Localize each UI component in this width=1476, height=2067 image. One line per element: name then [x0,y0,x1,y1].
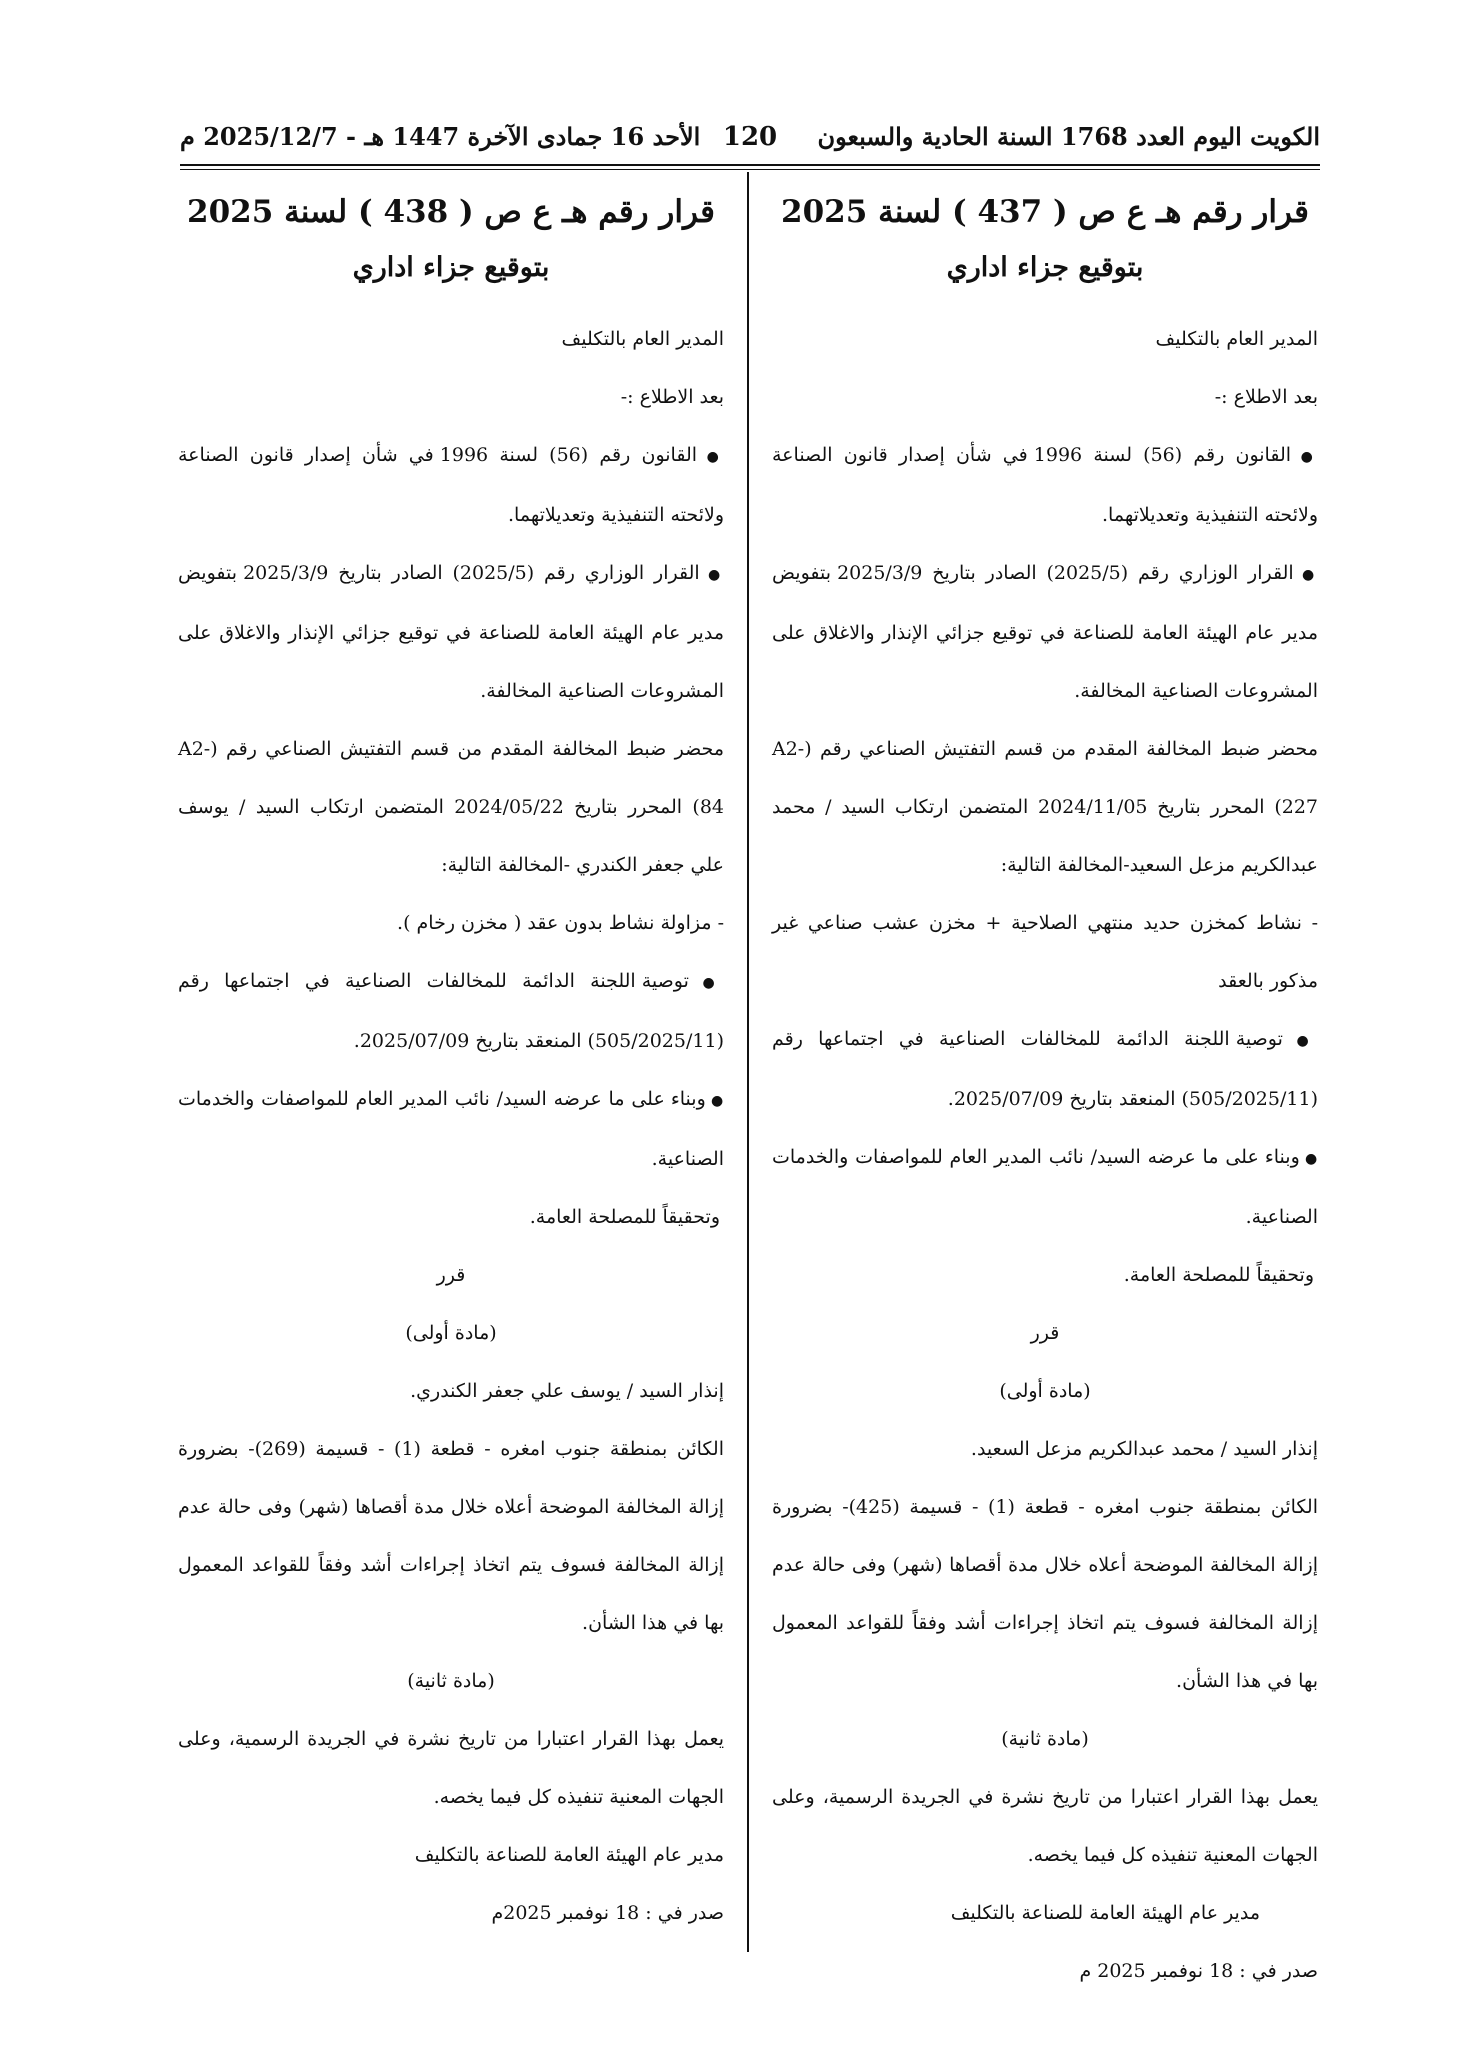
article-two-heading: (مادة ثانية) [1001,1728,1089,1750]
recital-deputy: ● وبناء على ما عرضه السيد/ نائب المدير العام للمواصفات والخدمات الصناعية. [772,1128,1318,1246]
violation-detail: - نشاط كمخزن حديد منتهي الصلاحية + مخزن عشب صناعي غير مذكور بالعقد [772,912,1318,992]
recital-public-interest: وتحقيقاً للمصلحة العامة. [529,1206,720,1228]
article-one-body: الكائن بمنطقة جنوب امغره - قطعة (1) - قسيمة (269)- بضرورة إزالة المخالفة الموضحة أعلاه خلال مدة أقصاها (شهر) وفى حالة عدم إزالة المخالفة فسوف يتم اتخاذ إجراءات أشد وفقاً للقواعد المعمول بها في هذا الشأن. [178,1438,724,1634]
issue-date: صدر في : 18 نوفمبر 2025م [491,1902,724,1924]
article-one-heading: (مادة أولى) [405,1322,497,1344]
preamble: بعد الاطلاع :- [1214,386,1318,408]
recital-public-interest: وتحقيقاً للمصلحة العامة. [1123,1264,1314,1286]
issuer: المدير العام بالتكليف [561,328,724,350]
warning-statement: إنذار السيد / محمد عبدالكريم مزعل السعيد. [970,1438,1318,1460]
recital-committee: ● توصية اللجنة الدائمة للمخالفات الصناعية في اجتماعها رقم (505/2025/11) المنعقد بتاريخ 2025/07/09. [178,952,724,1070]
recital-ministerial-decision: ● القرار الوزاري رقم (2025/5) الصادر بتاريخ 2025/3/9 بتفويض مدير عام الهيئة العامة للصناعة في توقيع جزائي الإنذار والاغلاق على المشروعات الصناعية المخالفة. [772,544,1318,720]
article-two-heading: (مادة ثانية) [407,1670,495,1692]
decision-title: قرار رقم هـ ع ص ( 437 ) لسنة 2025 [781,194,1309,230]
recital-law: ● القانون رقم (56) لسنة 1996 في شأن إصدار قانون الصناعة ولائحته التنفيذية وتعديلاتهما. [772,426,1318,544]
header-rule-thin [180,169,1320,170]
decision-438-column [178,176,724,1942]
recital-violation-report: محضر ضبط المخالفة المقدم من قسم التفتيش الصناعي رقم (A2-84) المحرر بتاريخ 2024/05/22 المتضمن ارتكاب السيد / يوسف علي جعفر الكندري -المخالفة التالية: [178,738,725,876]
recital-violation-report: محضر ضبط المخالفة المقدم من قسم التفتيش الصناعي رقم (A2-227) المحرر بتاريخ 2024/11/05 المتضمن ارتكاب السيد / محمد عبدالكريم مزعل السعيد-المخالفة التالية: [772,738,1319,876]
column-divider [747,172,749,1952]
article-two-body: يعمل بهذا القرار اعتبارا من تاريخ نشرة في الجريدة الرسمية، وعلى الجهات المعنية تنفيذه كل فيما يخصه. [178,1728,724,1808]
article-one-heading: (مادة أولى) [999,1380,1091,1402]
signatory: مدير عام الهيئة العامة للصناعة بالتكليف [414,1844,724,1866]
header-date: الأحد 16 جمادى الآخرة 1447 هـ - 2025/12/7 م [180,122,701,151]
decided-heading: قرر [1030,1322,1060,1344]
issuer: المدير العام بالتكليف [1155,328,1318,350]
decision-437-column [772,176,1318,2000]
page-header [180,118,1320,164]
recital-committee: ● توصية اللجنة الدائمة للمخالفات الصناعية في اجتماعها رقم (505/2025/11) المنعقد بتاريخ 2025/07/09. [772,1010,1318,1128]
recital-law: ● القانون رقم (56) لسنة 1996 في شأن إصدار قانون الصناعة ولائحته التنفيذية وتعديلاتهما. [178,426,724,544]
issue-date: صدر في : 18 نوفمبر 2025 م [1079,1960,1318,1982]
page-number: 120 [722,122,778,152]
violation-detail: - مزاولة نشاط بدون عقد ( مخزن رخام ). [397,912,724,934]
header-gazette-issue: الكويت اليوم العدد 1768 السنة الحادية والسبعون [817,122,1320,151]
signatory: مدير عام الهيئة العامة للصناعة بالتكليف [950,1902,1260,1924]
recital-deputy: ● وبناء على ما عرضه السيد/ نائب المدير العام للمواصفات والخدمات الصناعية. [178,1070,724,1188]
decided-heading: قرر [436,1264,466,1286]
preamble: بعد الاطلاع :- [620,386,724,408]
article-one-body: الكائن بمنطقة جنوب امغره - قطعة (1) - قسيمة (425)- بضرورة إزالة المخالفة الموضحة أعلاه خلال مدة أقصاها (شهر) وفى حالة عدم إزالة المخالفة فسوف يتم اتخاذ إجراءات أشد وفقاً للقواعد المعمول بها في هذا الشأن. [772,1496,1318,1692]
decision-title: قرار رقم هـ ع ص ( 438 ) لسنة 2025 [187,194,715,230]
decision-subtitle: بتوقيع جزاء اداري [946,252,1144,283]
article-two-body: يعمل بهذا القرار اعتبارا من تاريخ نشرة في الجريدة الرسمية، وعلى الجهات المعنية تنفيذه كل فيما يخصه. [772,1786,1318,1866]
warning-statement: إنذار السيد / يوسف علي جعفر الكندري. [410,1380,724,1402]
decision-subtitle: بتوقيع جزاء اداري [352,252,550,283]
recital-ministerial-decision: ● القرار الوزاري رقم (2025/5) الصادر بتاريخ 2025/3/9 بتفويض مدير عام الهيئة العامة للصناعة في توقيع جزائي الإنذار والاغلاق على المشروعات الصناعية المخالفة. [178,544,724,720]
header-rule [180,164,1320,166]
